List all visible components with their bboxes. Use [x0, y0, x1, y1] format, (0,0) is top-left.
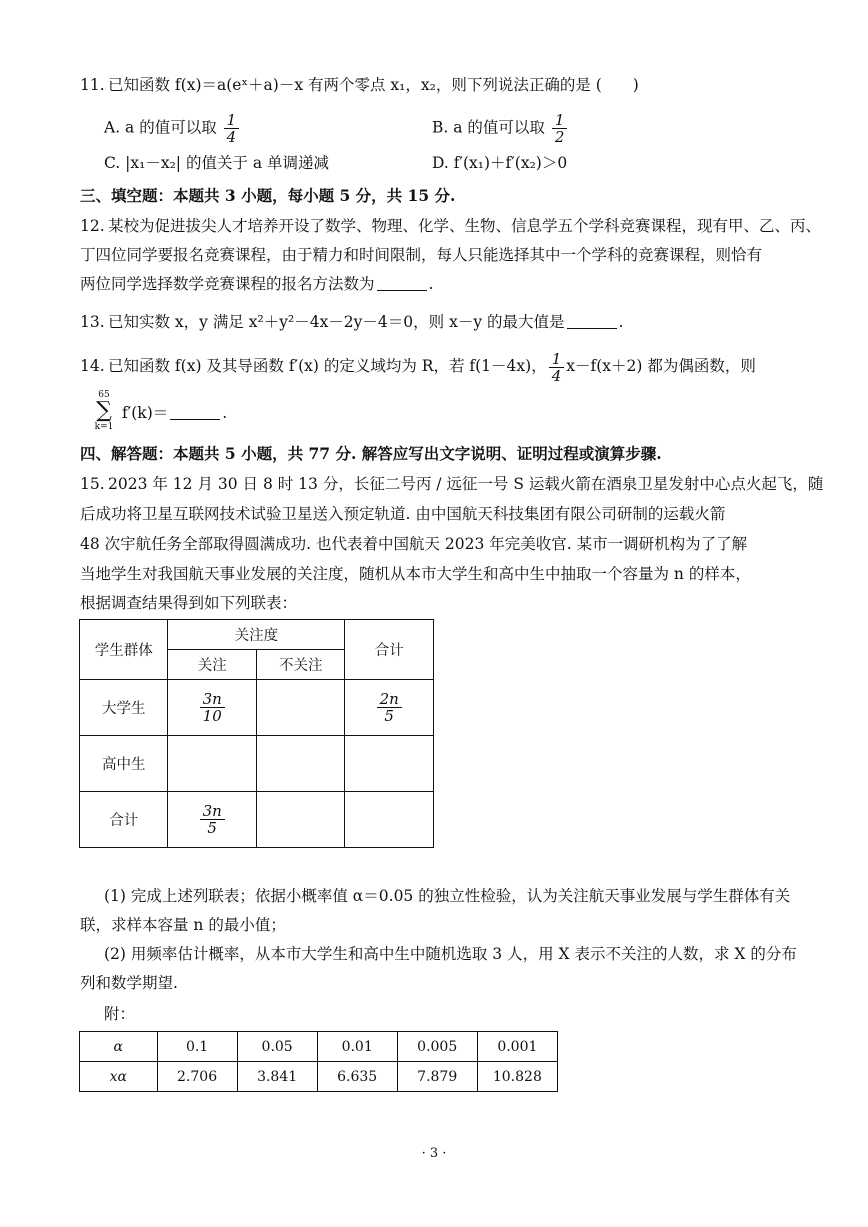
fraction-numerator: 3n [200, 803, 225, 820]
table-row [80, 620, 434, 650]
cell-total-no-focus [256, 792, 344, 848]
fraction-denominator: 10 [202, 707, 222, 725]
header-total: 合计 [345, 620, 434, 680]
alpha-value: 0.05 [237, 1032, 317, 1062]
q11-option-a [104, 112, 241, 145]
q14-summation [84, 390, 124, 432]
table-row [80, 736, 434, 792]
cell-university-focus [168, 680, 257, 736]
q12-line-3: 两位同学选择数学竞赛课程的报名方法数为 . [80, 275, 434, 293]
q11-option-a-text: A. a 的值可以取 [104, 118, 217, 137]
q15-line-1: 2023 年 12 月 30 日 8 时 13 分，长征二号丙 / 远征一号 S 运载火箭在酒泉卫星发射中心点火起飞，随 [108, 475, 824, 493]
header-no-focus: 不关注 [256, 650, 344, 680]
alpha-label: α [80, 1032, 158, 1062]
q14-line-1-text-b: x－f(x＋2) 都为偶函数，则 [566, 357, 756, 375]
fraction-denominator: 5 [207, 819, 217, 837]
table-row [80, 792, 434, 848]
q14-line-1-text-a: 已知函数 f(x) 及其导函数 f′(x) 的定义域均为 R，若 f(1－4x)， [108, 357, 547, 375]
cell-university-total [345, 680, 434, 736]
cell-high-school-total [345, 736, 434, 792]
q11-number: 11. [80, 76, 105, 94]
header-focus: 关注 [168, 650, 257, 680]
appendix-label: 附： [104, 1005, 136, 1023]
q13-text: 已知实数 x，y 满足 x²＋y²－4x－2y－4＝0，则 x－y 的最大值是 . [108, 313, 624, 331]
q13-answer-blank [567, 312, 617, 329]
q14-line-1 [108, 346, 756, 386]
fraction-numerator: 3n [200, 691, 225, 708]
critical-value-table [79, 1031, 558, 1092]
cell-high-school-focus [168, 736, 257, 792]
q15-number: 15. [80, 475, 105, 493]
q14-fraction [549, 351, 565, 384]
section-4-title: 四、解答题：本题共 5 小题，共 77 分. 解答应写出文字说明、证明过程或演算步骤. [80, 444, 662, 463]
q15-part-2-line-1: (2) 用频率估计概率，从本市大学生和高中生中随机选取 3 人，用 X 表示不关注的人数，求 X 的分布 [104, 945, 797, 963]
summation-sign: ∑ [96, 398, 112, 423]
q15-part-1-line-1: (1) 完成上述列联表；依据小概率值 α＝0.05 的独立性检验，认为关注航天事业发展与学生群体有关 [104, 887, 791, 905]
q12-line-3-text: 两位同学选择数学竞赛课程的报名方法数为 [80, 275, 375, 293]
q14-answer-blank [170, 403, 220, 420]
header-student-group: 学生群体 [80, 620, 168, 680]
fraction-denominator: 5 [384, 707, 394, 725]
q15-line-5: 根据调查结果得到如下列联表： [80, 594, 298, 612]
x-alpha-label: xα [80, 1062, 158, 1092]
summation-lower-limit: k=1 [94, 422, 114, 432]
x-alpha-value: 10.828 [477, 1062, 557, 1092]
x-alpha-value: 7.879 [397, 1062, 477, 1092]
q11-option-d: D. f′(x₁)＋f′(x₂)＞0 [432, 154, 568, 172]
q11-option-a-fraction [224, 112, 240, 145]
header-attention: 关注度 [168, 620, 345, 650]
q11-stem: 已知函数 f(x)＝a(eˣ＋a)－x 有两个零点 x₁，x₂，则下列说法正确的是 ( ) [108, 76, 639, 94]
q11-option-b-text: B. a 的值可以取 [432, 118, 545, 137]
q11-option-b [432, 112, 569, 145]
q12-number: 12. [80, 217, 105, 235]
row-label-total: 合计 [80, 792, 168, 848]
x-alpha-value: 3.841 [237, 1062, 317, 1092]
summation-upper-limit: 65 [98, 390, 110, 400]
cell-total-focus [168, 792, 257, 848]
q13-number: 13. [80, 313, 105, 331]
fraction-numerator: 1 [549, 351, 565, 368]
q15-part-2-line-2: 列和数学期望. [80, 974, 178, 992]
q15-line-2: 后成功将卫星互联网技术试验卫星送入预定轨道. 由中国航天科技集团有限公司研制的运载火箭 [80, 505, 726, 523]
cell-high-school-no-focus [256, 736, 344, 792]
q15-line-3: 48 次宇航任务全部取得圆满成功. 也代表着中国航天 2023 年完美收官. 某市一调研机构为了了解 [80, 535, 748, 553]
cell-university-no-focus [256, 680, 344, 736]
fraction-denominator: 4 [226, 128, 237, 146]
alpha-value: 0.001 [477, 1032, 557, 1062]
table-row [80, 1062, 558, 1092]
q15-line-4: 当地学生对我国航天事业发展的关注度，随机从本市大学生和高中生中抽取一个容量为 n 的样本， [80, 565, 751, 583]
q12-answer-blank [377, 274, 427, 291]
fraction-numerator: 1 [552, 112, 568, 129]
q11-option-b-fraction [552, 112, 568, 145]
fraction-numerator: 2n [377, 691, 402, 708]
q14-line-2: f′(k)＝ . [122, 404, 228, 422]
q14-summation-expression: f′(k)＝ [122, 404, 169, 422]
q12-line-1: 某校为促进拔尖人才培养开设了数学、物理、化学、生物、信息学五个学科竞赛课程，现有甲、乙、丙、 [108, 217, 822, 235]
contingency-table [79, 619, 434, 848]
x-alpha-value: 2.706 [157, 1062, 237, 1092]
q13-text-content: 已知实数 x，y 满足 x²＋y²－4x－2y－4＝0，则 x－y 的最大值是 [108, 313, 565, 331]
q14-number: 14. [80, 357, 105, 375]
table-row [80, 680, 434, 736]
row-label-high-school: 高中生 [80, 736, 168, 792]
section-3-title: 三、填空题：本题共 3 小题，每小题 5 分，共 15 分. [80, 186, 456, 205]
cell-total-total [345, 792, 434, 848]
fraction-denominator: 4 [551, 366, 562, 385]
q11-option-c: C. |x₁－x₂| 的值关于 a 单调递减 [104, 154, 330, 172]
table-row [80, 1032, 558, 1062]
q15-part-1-line-2: 联，求样本容量 n 的最小值； [80, 916, 286, 934]
fraction-numerator: 1 [224, 112, 240, 129]
page-number: · 3 · [421, 1146, 447, 1161]
alpha-value: 0.1 [157, 1032, 237, 1062]
row-label-university: 大学生 [80, 680, 168, 736]
alpha-value: 0.005 [397, 1032, 477, 1062]
x-alpha-value: 6.635 [317, 1062, 397, 1092]
alpha-value: 0.01 [317, 1032, 397, 1062]
fraction-denominator: 2 [554, 128, 565, 146]
q12-line-2: 丁四位同学要报名竞赛课程，由于精力和时间限制，每人只能选择其中一个学科的竞赛课程，则恰有 [80, 246, 763, 264]
